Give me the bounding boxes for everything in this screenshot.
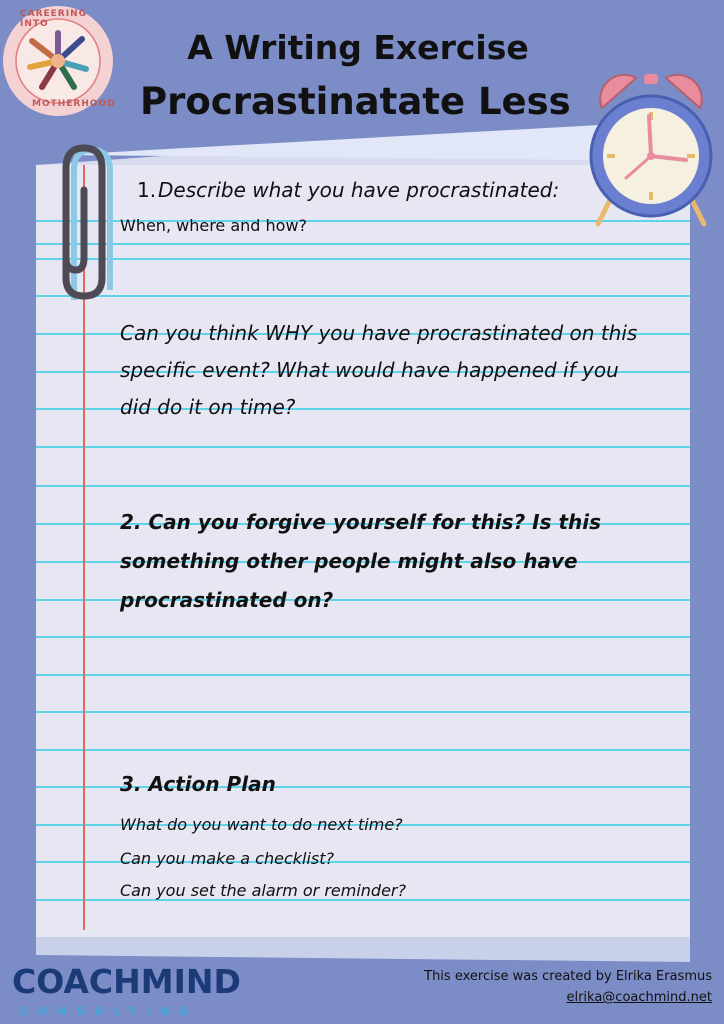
q2-text: 2. Can you forgive yourself for this? Is this something other people might also have procrastinated on? — [120, 510, 601, 612]
rule-line — [36, 749, 690, 751]
rule-line — [36, 485, 690, 487]
q1-number: 1. — [137, 178, 157, 202]
rule-line — [36, 711, 690, 713]
q3-item: Can you make a checklist? — [120, 849, 334, 868]
rule-line — [36, 243, 690, 245]
rule-line — [36, 258, 690, 260]
rule-line — [36, 674, 690, 676]
email-link[interactable]: elrika@coachmind.net — [566, 990, 712, 1005]
rule-line — [36, 295, 690, 297]
rule-line — [36, 636, 690, 638]
q1-subtext: When, where and how? — [120, 216, 308, 235]
alarm-clock-icon — [586, 68, 716, 230]
footer-credit-block — [424, 966, 712, 1008]
badge-text-top: CAREERING INTO — [20, 9, 87, 29]
worksheet-paper — [36, 165, 690, 937]
q1-text: Describe what you have procrastinated: — [158, 178, 560, 202]
q3-item: Can you set the alarm or reminder? — [120, 881, 406, 900]
q3-item: What do you want to do next time? — [120, 815, 403, 834]
title-line-1: A Writing Exercise — [187, 28, 529, 67]
rule-line — [36, 446, 690, 448]
badge-text-bottom: MOTHERHOOD — [32, 99, 116, 109]
q3-title: 3. Action Plan — [120, 772, 276, 796]
title-line-2: Procrastinatate Less — [140, 80, 571, 123]
logo-sub-text: CONSULTING — [20, 1005, 199, 1018]
credit-text: This exercise was created by Elrika Erasmus — [424, 969, 712, 984]
paperclip-icon — [44, 138, 124, 308]
coachmind-logo — [12, 962, 241, 1018]
why-question: Can you think WHY you have procrastinated on this specific event? What would have happened if you did do it on time? — [120, 321, 638, 419]
logo-main-text: COACHMIND — [12, 962, 241, 1001]
